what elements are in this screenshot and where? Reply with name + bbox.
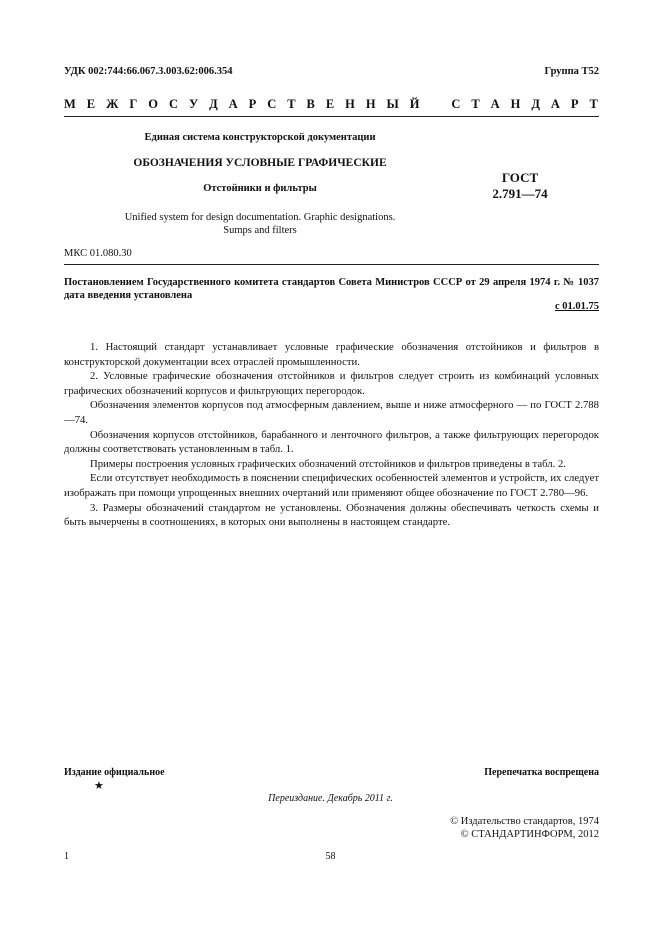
english-title-line-2: Sumps and filters xyxy=(223,225,297,236)
copyright-block xyxy=(450,815,599,841)
paragraph: Примеры построения условных графических обозначений отстойников и фильтров приведены в табл. 2. xyxy=(90,457,566,470)
udk-code: УДК 002:744:66.067.3.003.62:006.354 xyxy=(64,66,233,77)
paragraph: Обозначения элементов корпусов под атмосферным давлением, выше и ниже атмосферного — по ГОСТ 2.788—74. xyxy=(64,399,599,426)
paragraph: Если отсутствует необходимость в пояснении специфических особенностей элементов и устройств, их следует изображать при помощи упрощенных внешних очертаний или применяют общее обозначение по ГОСТ 2.780—96. xyxy=(64,472,599,499)
page-number-left: 1 xyxy=(64,851,69,862)
interstate-standard-banner: М Е Ж Г О С У Д А Р С Т В Е Н Н Ы Й С Т А Н Д А Р Т xyxy=(64,97,598,111)
mks-code: МКС 01.080.30 xyxy=(64,248,132,259)
english-title-line-1: Unified system for design documentation. Graphic designations. xyxy=(124,212,396,223)
english-title xyxy=(90,211,430,237)
document-subtitle: Отстойники и фильтры xyxy=(203,183,317,194)
decree-text: Постановлением Государственного комитета стандартов Совета Министров СССР от 29 апреля 1974 г. № 1037 дата введения установлена xyxy=(64,277,599,301)
reissue-note: Переиздание. Декабрь 2011 г. xyxy=(268,793,393,804)
group-code: Группа Т52 xyxy=(544,66,599,77)
reprint-forbidden: Перепечатка воспрещена xyxy=(484,767,599,778)
gost-label: ГОСТ xyxy=(501,170,539,185)
star-icon: ★ xyxy=(94,780,104,792)
page-number-center: 58 xyxy=(325,851,336,862)
system-name: Единая система конструкторской документации xyxy=(144,132,376,143)
paragraph: 1. Настоящий стандарт устанавливает условные графические обозначения отстойников и фильтров в конструкторской документации всех отраслей промышленности. xyxy=(64,341,599,368)
copyright-line-2: © СТАНДАРТИНФОРМ, 2012 xyxy=(460,829,599,840)
header-rule xyxy=(64,116,599,117)
mks-rule xyxy=(64,264,599,265)
gost-designation xyxy=(480,170,560,202)
paragraph: 2. Условные графические обозначения отстойников и фильтров следует строить из комбинаций условных графических обозначений корпусов и фильтрующих перегородок. xyxy=(64,370,599,397)
copyright-line-1: © Издательство стандартов, 1974 xyxy=(450,816,599,827)
official-edition: Издание официальное xyxy=(64,767,165,778)
gost-number: 2.791—74 xyxy=(492,186,548,201)
document-body xyxy=(64,340,599,530)
document-title: ОБОЗНАЧЕНИЯ УСЛОВНЫЕ ГРАФИЧЕСКИЕ xyxy=(133,157,387,169)
paragraph: 3. Размеры обозначений стандартом не установлены. Обозначения должны обеспечивать четкость схемы и быть вычерчены в соотношениях, в которых они выполнены в настоящем стандарте. xyxy=(64,501,599,529)
introduction-date: с 01.01.75 xyxy=(554,301,599,312)
paragraph: Обозначения корпусов отстойников, барабанного и ленточного фильтров, а также фильтрующих перегородок должны соответствовать установленным в табл. 1. xyxy=(64,428,599,456)
